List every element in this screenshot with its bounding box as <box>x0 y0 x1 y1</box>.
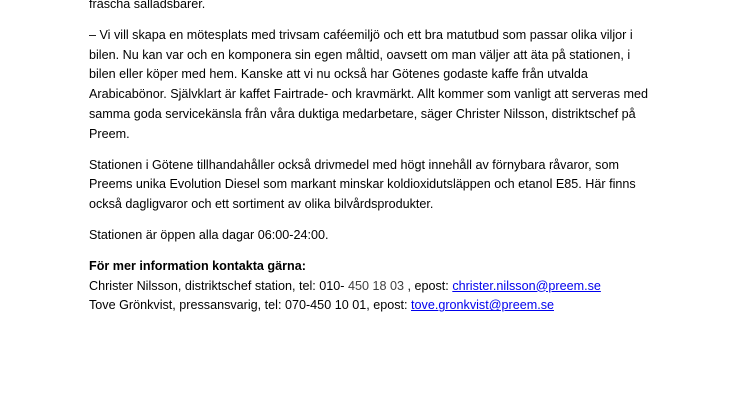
quote-line-2: bilen. Nu kan var och en komponera sin egen måltid, oavsett om man väljer att äta på stationen, i <box>89 47 631 62</box>
paragraph-hours: Stationen är öppen alla dagar 06:00-24:00. <box>89 227 329 242</box>
fuel-line-3: också dagligvaror och ett sortiment av olika bilvårdsprodukter. <box>89 197 434 212</box>
contact-line-tove <box>89 296 689 316</box>
contact-block <box>89 257 689 316</box>
email-link-tove[interactable]: tove.gronkvist@preem.se <box>411 298 554 313</box>
contact-christer-text: Christer Nilsson, distriktschef station, tel: 010- <box>89 278 345 293</box>
fuel-line-2: Preems unika Evolution Diesel som markant minskar koldioxidutsläppen och etanol E85. Här finns <box>89 177 636 192</box>
contact-tove-text: Tove Grönkvist, pressansvarig, tel: 070-450 10 01, epost: <box>89 298 412 313</box>
paragraph-quote <box>89 26 689 145</box>
document-page <box>89 0 689 316</box>
paragraph-fuel <box>89 156 689 215</box>
fuel-line-1: Stationen i Götene tillhandahåller också drivmedel med högt innehåll av förnybara råvaror, som <box>89 157 619 172</box>
contact-christer-mid: , epost: <box>407 278 453 293</box>
contact-heading: För mer information kontakta gärna: <box>89 258 306 273</box>
quote-line-1: – Vi vill skapa en mötesplats med trivsam caféemiljö och ett bra matutbud som passar olika viljor i <box>89 27 633 42</box>
contact-line-christer <box>89 277 689 297</box>
paragraph-fragment: fräscha salladsbarer. <box>89 0 206 11</box>
quote-line-4: Arabicabönor. Självklart är kaffet Fairtrade- och kravmärkt. Allt kommer som vanligt att serveras med <box>89 87 648 102</box>
quote-line-3: bilen eller köper med hem. Kanske att vi nu också har Götenes godaste kaffe från utvalda <box>89 67 588 82</box>
quote-line-5: samma goda servicekänsla från våra duktiga medarbetare, säger Christer Nilsson, distriktschef på <box>89 106 636 121</box>
contact-christer-phone-tail: 450 18 03 <box>344 278 408 293</box>
quote-line-6: Preem. <box>89 126 130 141</box>
email-link-christer[interactable]: christer.nilsson@preem.se <box>452 278 601 293</box>
